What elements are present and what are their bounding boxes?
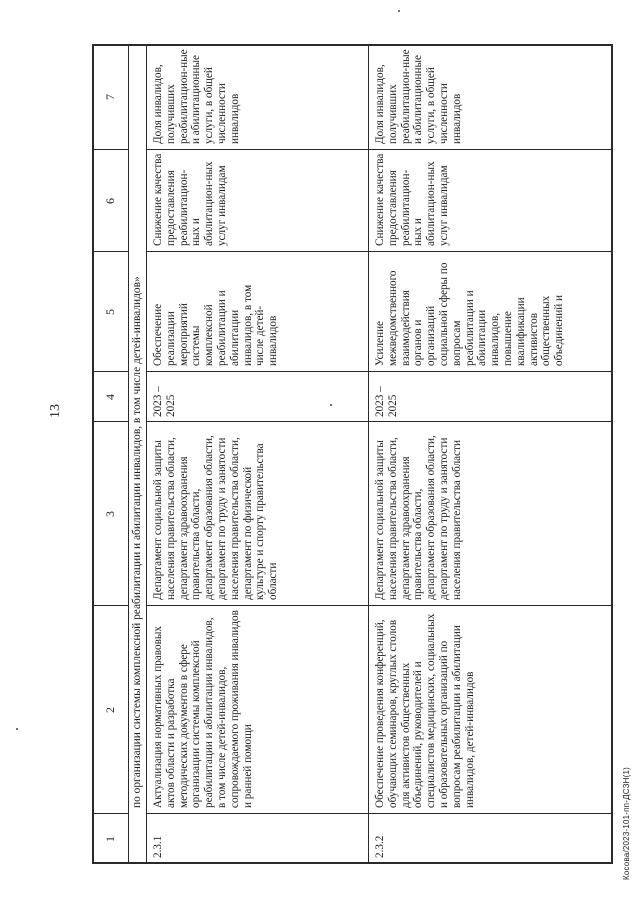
col-rule-3-body bbox=[146, 421, 613, 422]
row-divider-rule bbox=[368, 44, 369, 864]
col-rule-5-body bbox=[146, 251, 613, 252]
table-border-bottom bbox=[611, 44, 613, 864]
row-2-measure: Обеспечение проведения конференций, обучающих семинаров, круглых столов для активистов общественных объединений, руководителей и специалистов медицинских, социальных и образовательных организаций по вопросам реабилитации и абилитации инвалидов, детей-инвалидов bbox=[374, 613, 476, 808]
table-border-left bbox=[92, 863, 613, 865]
column-number-7: 7 bbox=[103, 94, 117, 100]
row-1-executors: Департамент социальной защиты населения правительства области, департамент здравоохранения правительства области, департамент образования области, департамент по труду и занятости населения правительства области, департамент по физической культуре и спорту правительства области bbox=[152, 435, 280, 600]
row-1-id: 2.3.1 bbox=[152, 835, 164, 858]
column-number-4: 4 bbox=[103, 394, 117, 400]
row-1-indicator: Доля инвалидов, получивших реабилитацион-ные и абилитационные услуги, в общей численности инвалидов bbox=[152, 49, 241, 144]
section-header-rule bbox=[146, 44, 147, 864]
table-border-top bbox=[92, 44, 94, 864]
document-code: Косова/2023-101-пп-ДСЗН(1) bbox=[622, 767, 631, 880]
row-1-consequences: Снижение качества предоставления реабилитацион-ных и абилитацион-ных услуг инвалидам bbox=[152, 153, 228, 246]
page-number: 13 bbox=[48, 404, 63, 418]
row-2-id: 2.3.2 bbox=[374, 835, 386, 858]
scan-speck bbox=[16, 728, 18, 730]
row-2-result: Усиление межведомственного взаимодействия органов и организаций социальной сферы по вопросам реабилитации и абилитации инвалидов, повышение квалификации активистов общественных объединений и bbox=[374, 262, 566, 366]
section-header: по организации системы комплексной реабилитации и абилитации инвалидов, в том числе детей-инвалидов» bbox=[131, 276, 143, 808]
row-1-result: Обеспечение реализации мероприятий системы комплексной реабилитации и абилитации инвалидов, в том числе детей-инвалидов bbox=[152, 284, 280, 366]
scan-speck bbox=[398, 10, 400, 12]
column-number-2: 2 bbox=[103, 707, 117, 713]
header-bottom-rule bbox=[128, 44, 129, 864]
col-rule-2-body bbox=[146, 605, 613, 606]
row-2-period: 2023 – 2025 bbox=[374, 386, 399, 417]
column-number-3: 3 bbox=[103, 511, 117, 517]
scan-speck bbox=[330, 404, 332, 406]
row-2-consequences: Снижение качества предоставления реабилитацион-ных и абилитацион-ных услуг инвалидам bbox=[374, 153, 450, 246]
column-number-1: 1 bbox=[103, 836, 117, 842]
row-2-executors: Департамент социальной защиты населения правительства области, департамент здравоохранения правительства области, департамент образования области, департамент по труду и занятости населения правительства области bbox=[374, 435, 463, 600]
col-rule-1-body bbox=[146, 813, 613, 814]
column-number-5: 5 bbox=[103, 309, 117, 315]
column-number-6: 6 bbox=[103, 198, 117, 204]
row-1-measure: Актуализация нормативных правовых актов области и разработка методических документов в сфере организации системы комплексной реабилитации и абилитации инвалидов, в том числе детей-инвалидов, сопровождаемого проживания инвалидов и ранней помощи bbox=[152, 610, 254, 808]
row-1-period: 2023 – 2025 bbox=[152, 386, 177, 417]
col-rule-4-body bbox=[146, 371, 613, 372]
col-rule-6-body bbox=[146, 149, 613, 150]
plan-table bbox=[92, 44, 613, 864]
row-2-indicator: Доля инвалидов, получивших реабилитацион-ные и абилитационные услуги, в общей численности инвалидов bbox=[374, 49, 463, 144]
